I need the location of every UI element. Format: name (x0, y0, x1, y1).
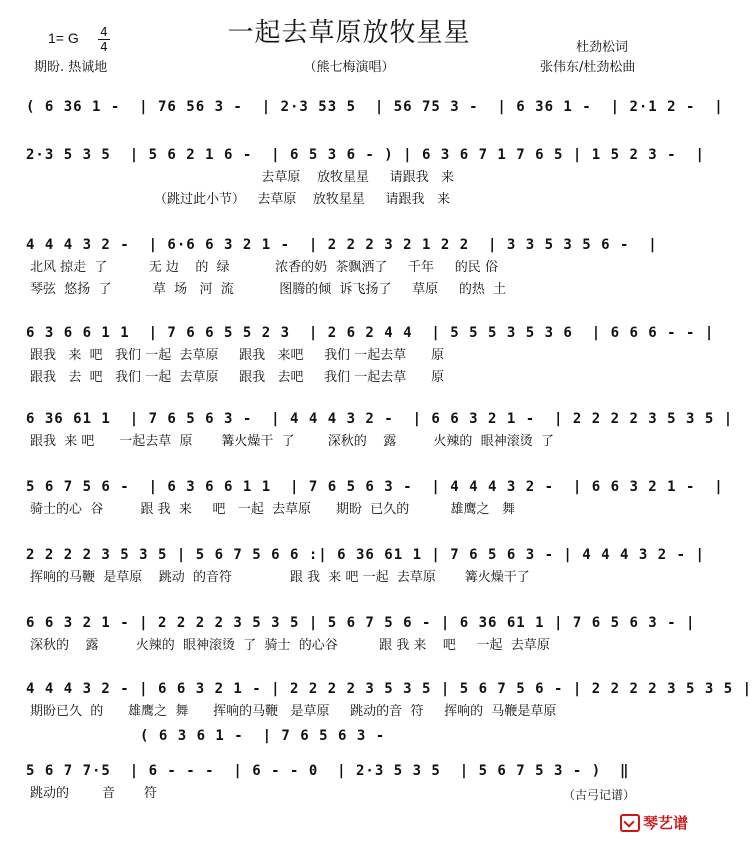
time-signature (98, 26, 110, 53)
score-notes-row: 2·3 5 3 5 | 5 6 2 1 6 - | 6 5 3 6 - ) | 6 3 6 7 1 7 6 5 | 1 5 2 3 - | (26, 147, 705, 163)
lyric-line: 期盼已久 的 雄鹰之 舞 挥响的马鞭 是草原 跳动的音 符 挥响的 马鞭是草原 (30, 704, 557, 719)
score-notes-row: 6 3 6 6 1 1 | 7 6 6 5 5 2 3 | 2 6 2 4 4 | 5 5 5 3 5 3 6 | 6 6 6 - - | (26, 325, 715, 341)
score-notes-row: 6 6 3 2 1 - | 2 2 2 2 3 5 3 5 | 5 6 7 5 6 - | 6 36 61 1 | 7 6 5 6 3 - | (26, 615, 696, 631)
lyric-line: 跳动的 音 符 (30, 786, 157, 801)
score-notes-row: 5 6 7 7·5 | 6 - - - | 6 - - 0 | 2·3 5 3 5 | 5 6 7 5 3 - ) ‖ (26, 763, 630, 779)
score-notes-row: 6 36 61 1 | 7 6 5 6 3 - | 4 4 4 3 2 - | 6 6 3 2 1 - | 2 2 2 2 3 5 3 5 | (26, 411, 734, 427)
lyric-line: 去草原 放牧星星 请跟我 来 (30, 170, 454, 185)
score-notes-row: 5 6 7 5 6 - | 6 3 6 6 1 1 | 7 6 5 6 3 - | 4 4 4 3 2 - | 6 6 3 2 1 - | (26, 479, 724, 495)
lyric-line: 跟我 来 吧 一起去草 原 篝火燥干 了 深秋的 露 火辣的 眼神滚烫 了 (30, 434, 554, 449)
score-notes-row: 4 4 4 3 2 - | 6·6 6 3 2 1 - | 2 2 2 3 2 1 2 2 | 3 3 5 3 5 6 - | (26, 237, 658, 253)
time-signature-top: 4 (100, 25, 108, 39)
song-title: 一起去草原放牧星星 (227, 18, 471, 48)
watermark-text: 琴艺谱 (643, 814, 689, 832)
composer-credit: 张伟东/杜劲松曲 (540, 60, 636, 75)
lyric-line: 琴弦 悠扬 了 草 场 河 流 图腾的倾 诉飞扬了 草原 的热 土 (30, 282, 507, 297)
lyric-line: 深秋的 露 火辣的 眼神滚烫 了 骑士 的心谷 跟 我 来 吧 一起 去草原 (30, 638, 550, 653)
score-notes-row: ( 6 36 1 - | 76 56 3 - | 2·3 53 5 | 56 75 3 - | 6 36 1 - | 2·1 2 - | (26, 99, 724, 115)
key-signature: 1= G (48, 30, 79, 46)
lyricist-credit: 杜劲松词 (576, 40, 629, 55)
time-signature-bottom: 4 (100, 40, 108, 54)
lyric-line: 跟我 来 吧 我们 一起 去草原 跟我 来吧 我们 一起去草 原 (30, 348, 445, 363)
lyric-line: 骑士的心 谷 跟 我 来 吧 一起 去草原 期盼 已久的 雄鹰之 舞 (30, 502, 515, 517)
lyric-line: 跟我 去 吧 我们 一起 去草原 跟我 去吧 我们 一起去草 原 (30, 370, 445, 385)
singer-credit: （熊七梅演唱） (303, 60, 395, 75)
lyric-line: （跳过此小节） 去草原 放牧星星 请跟我 来 (30, 192, 450, 207)
score-notes-row: 4 4 4 3 2 - | 6 6 3 2 1 - | 2 2 2 2 3 5 3 5 | 5 6 7 5 6 - | 2 2 2 2 3 5 3 5 | (26, 681, 752, 697)
lyric-line: 北风 掠走 了 无 边 的 绿 浓香的奶 茶飘洒了 千年 的民 俗 (30, 260, 498, 275)
editor-credit: （古弓记谱） (563, 788, 636, 802)
tempo-mood: 期盼. 热诚地 (34, 60, 108, 75)
watermark-logo (620, 812, 688, 833)
lyric-line: 挥响的马鞭 是草原 跳动 的音符 跟 我 来 吧 一起 去草原 篝火燥干了 (30, 570, 530, 585)
intro-repeat: ( 6 3 6 1 - | 7 6 5 6 3 - (140, 728, 386, 744)
music-logo-icon (620, 814, 640, 832)
score-notes-row: 2 2 2 2 3 5 3 5 | 5 6 7 5 6 6 :| 6 36 61 1 | 7 6 5 6 3 - | 4 4 4 3 2 - | (26, 547, 705, 563)
